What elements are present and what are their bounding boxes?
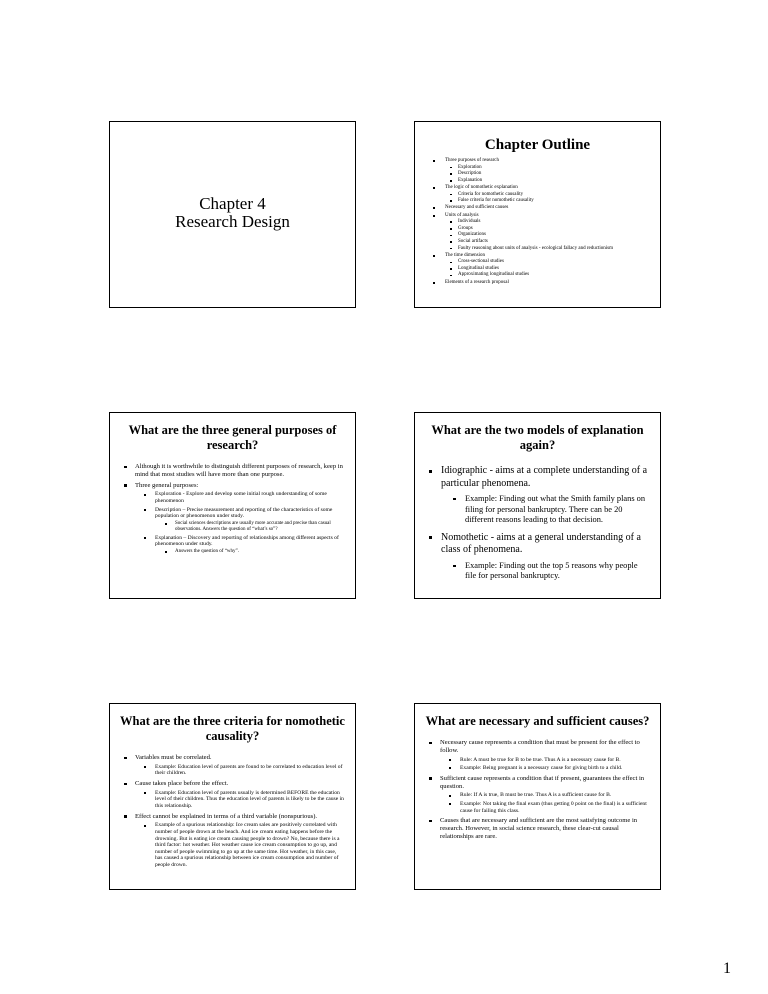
slide-title: What are necessary and sufficient causes? [425, 714, 650, 728]
outline-subitem: Exploration [450, 165, 660, 172]
sub-bullet: Example: Not taking the final exam (thus getting 0 point on the final) is a sufficient cause for failing this class. [449, 801, 650, 814]
bullet: Causes that are necessary and sufficient are the most satisfying outcome in research. However, in social science research, these clear-cut causal relationships are rare. [429, 817, 650, 840]
slide-title: What are the three criteria for nomothetic causality? [120, 714, 345, 743]
sub-sub-bullet: Answers the question of “why”. [165, 549, 345, 555]
sub-bullet: Explanation – Discovery and reporting of relationships among different aspects of phenomenon under study. Answers the question of “why”. [144, 535, 345, 555]
sub-bullet: Rule: If A is true, B must be true. Thus A is a sufficient cause for B. [449, 792, 650, 799]
page-number: 1 [723, 960, 731, 977]
sub-bullet: Example: Being pregnant is a necessary cause for giving birth to a child. [449, 765, 650, 772]
bullet: Sufficient cause represents a condition that if present, guarantees the effect in question. Rule: If A is true, B must be true. Thus A is a sufficient cause for B. Example: Not taking the final exam (thus getting 0 point on the final) is a sufficient cause for failing this class. [429, 775, 650, 814]
outline-subitem: Longitudinal studies [450, 266, 660, 273]
outline-subitem: Faulty reasoning about units of analysis - ecological fallacy and reductionism [450, 246, 660, 253]
sub-bullet: Example: Finding out what the Smith family plans on filing for personal bankruptcy. There can be 20 different reasons leading to that decision. [453, 494, 650, 526]
outline-item: Necessary and sufficient causes [433, 205, 660, 212]
outline-subitem: Groups [450, 226, 660, 233]
outline-subitem: Cross-sectional studies [450, 259, 660, 266]
bullet: Necessary cause represents a condition that must be present for the effect to follow. Rule: A must be true for B to be true. Thus A is a necessary cause for B. Example: Being pregnant is a necessary cause for giving birth to a child. [429, 739, 650, 772]
bullet: Effect cannot be explained in terms of a third variable (nonspurious). Example of a spurious relationship: Ice cream sales are positively correlated with number of people drown at the beach. And ice cream eating happens before the drowning. But is eating ice cream causing people to drown? No, because there is a third factor: hot weather. Hot weather cause ice cream consumption to go up, and number of people swimming to go up at the same time. Hot weather, in this case, has caused a spurious relationship between ice cream consumption and number of people drown. [124, 813, 345, 869]
chapter-name: Research Design [175, 211, 290, 231]
outline-subitem: Description [450, 171, 660, 178]
slide-title: What are the three general purposes of research? [128, 423, 337, 452]
outline-subitem: Approximating longitudinal studies [450, 272, 660, 279]
outline-item: The time dimension Cross-sectional studies Longitudinal studies Approximating longitudinal studies [433, 253, 660, 279]
slide-chapter-title [109, 121, 356, 308]
outline-item: Units of analysis Individuals Groups Organizations Social artifacts Faulty reasoning about units of analysis - ecological fallacy and reductionism [433, 213, 660, 253]
bullet: Variables must be correlated. Example: Education level of parents are found to be correlated to education level of their children. [124, 754, 345, 777]
outline-subitem: Criteria for nomothetic causality [450, 192, 660, 199]
sub-bullet: Description – Precise measurement and reporting of the characteristics of some population or phenomenon under study. Social sciences descriptions are usually more accurate and precise than casual observations. Answers the question of “what’s so”? [144, 507, 345, 533]
chapter-number: Chapter 4 [199, 193, 266, 213]
sub-sub-bullet: Social sciences descriptions are usually more accurate and precise than casual observations. Answers the question of “what’s so”? [165, 521, 345, 533]
slide-chapter-outline [414, 121, 661, 308]
outline-subitem: Explanation [450, 178, 660, 185]
slide-three-purposes [109, 412, 356, 599]
outline-subitem: Individuals [450, 219, 660, 226]
outline-item: Elements of a research proposal [433, 280, 660, 287]
slide-two-models [414, 412, 661, 599]
sub-bullet: Exploration - Explore and develop some initial rough understanding of some phenomenon [144, 491, 345, 504]
outline-item: The logic of nomothetic explanation Criteria for nomothetic causality False criteria for nomothetic causality [433, 185, 660, 205]
sub-bullet: Example of a spurious relationship: Ice cream sales are positively correlated with number of people drown at the beach. And ice cream eating happens before the drowning. But is eating ice cream causing people to drown? No, because there is a third factor: hot weather. Hot weather cause ice cream consumption to go up, and number of people swimming to go up at the same time. Hot weather, in this case, has caused a spurious relationship between ice cream consumption and number of people drown. [144, 822, 345, 868]
bullet: Although it is worthwhile to distinguish different purposes of research, keep in mind that most studies will have more than one purpose. [124, 463, 345, 479]
bullet: Idiographic - aims at a complete understanding of a particular phenomena. Example: Finding out what the Smith family plans on filing for personal bankruptcy. There can be 20 different reasons leading to that decision. [429, 465, 650, 526]
outline-item: Three purposes of research Exploration Description Explanation [433, 158, 660, 184]
sub-bullet: Example: Education level of parents are found to be correlated to education level of their children. [144, 764, 345, 777]
slide-three-criteria [109, 703, 356, 890]
sub-bullet: Rule: A must be true for B to be true. Thus A is a necessary cause for B. [449, 757, 650, 764]
outline-subitem: Organizations [450, 232, 660, 239]
bullet: Cause takes place before the effect. Example: Education level of parents usually is determined BEFORE the education level of their children. Thus the education level of parents is likely to be the cause in this relationship. [124, 780, 345, 810]
outline-subitem: Social artifacts [450, 239, 660, 246]
sub-bullet: Example: Finding out the top 5 reasons why people file for personal bankruptcy. [453, 561, 650, 582]
bullet: Nomothetic - aims at a general understanding of a class of phenomena. Example: Finding out the top 5 reasons why people file for personal bankruptcy. [429, 532, 650, 582]
slide-title: What are the two models of explanation again? [431, 423, 644, 452]
outline-subitem: False criteria for nomothetic causality [450, 198, 660, 205]
slide-necessary-sufficient [414, 703, 661, 890]
slide-title: Chapter Outline [484, 137, 591, 153]
sub-bullet: Example: Education level of parents usually is determined BEFORE the education level of their children. Thus the education level of parents is likely to be the cause in this relationship. [144, 790, 345, 810]
bullet: Three general purposes: Exploration - Explore and develop some initial rough understanding of some phenomenon Description – Precise measurement and reporting of the characteristics of some population or phenomenon under study. Social sciences descriptions are usually more accurate and precise than casual observations. Answers the question of “what’s so”? Explanation – Discovery and reporting of relationships among different aspects of phenomenon under study. Answers the question of “why”. [124, 482, 345, 555]
